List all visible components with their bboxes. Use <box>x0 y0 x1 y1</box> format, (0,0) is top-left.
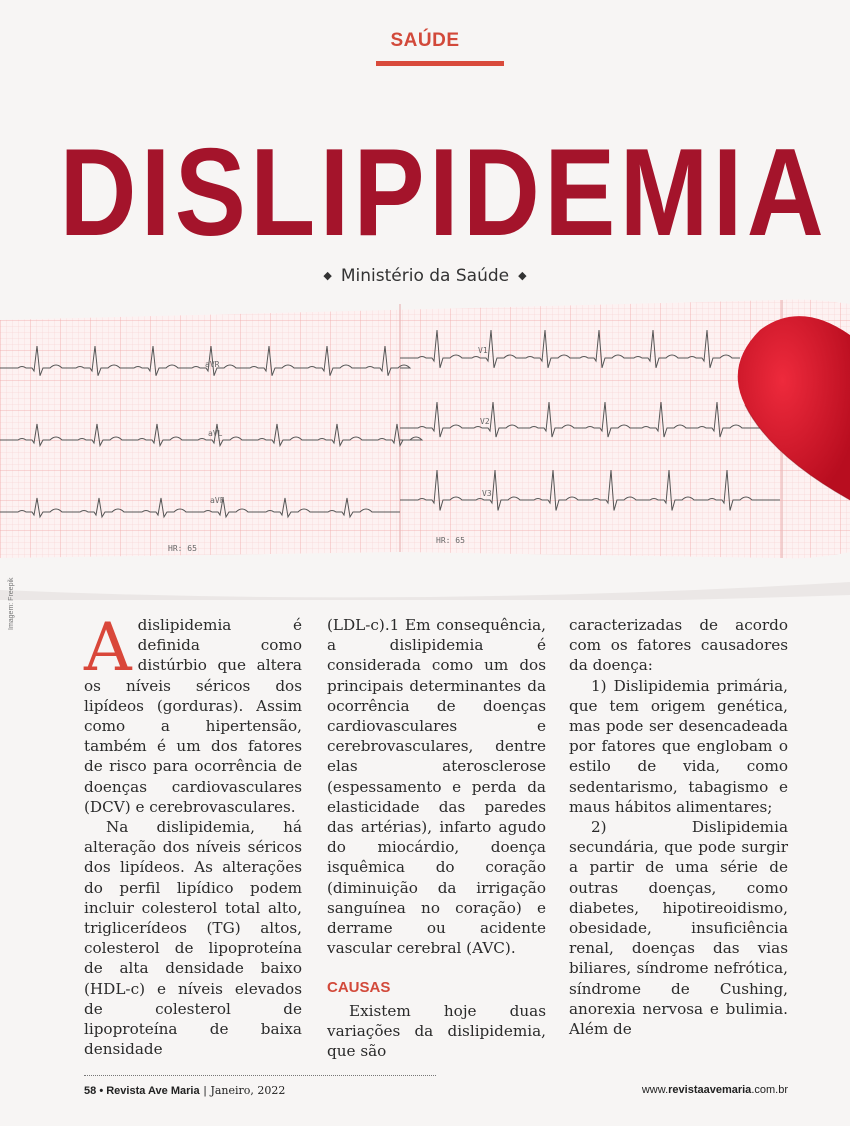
ecg-lead-label: V3 <box>482 489 492 498</box>
footer-page-info: 58 • Revista Ave Maria | Janeiro, 2022 <box>84 1084 286 1097</box>
article-column-1 <box>84 609 302 1059</box>
article-title: DISLIPIDEMIA <box>59 124 829 262</box>
ecg-lead-label: aVL <box>208 429 223 438</box>
image-credit: Imagem: Freepik <box>8 577 15 630</box>
paragraph: caracterizadas de acordo com os fatores causadores da doença: <box>569 616 788 675</box>
diamond-icon: ◆ <box>323 269 332 282</box>
ecg-hr-label: HR: 65 <box>436 536 465 545</box>
paragraph: Existem hoje duas variações da dislipidemia, que são <box>327 1001 546 1061</box>
website-link[interactable]: www.revistaavemaria.com.br <box>641 1084 788 1096</box>
ecg-lead-label: aVR <box>205 360 220 369</box>
article-column-3 <box>569 615 788 1039</box>
paragraph: 2) Dislipidemia secundária, que pode surgir a partir de uma série de outras doenças, como diabetes, hipotireoidismo, obesidade, insuficiência renal, doenças das vias biliares, síndrome nefrótica, síndrome de Cushing, anorexia nervosa e bulimia. Além de <box>569 818 788 1039</box>
lead-paragraph: Adislipidemia é definida como distúrbio que altera os níveis séricos dos lipídeos (gorduras). Assim como a hipertensão, também é um dos fatores de risco para ocorrência de doenças cardiovasculares (DCV) e cerebrovasculares. <box>84 609 302 816</box>
diamond-icon: ◆ <box>518 269 527 282</box>
page-number: 58 <box>84 1085 97 1097</box>
ecg-hr-label: HR: 65 <box>168 544 197 553</box>
section-underline <box>376 61 504 66</box>
ecg-lead-label: V2 <box>480 417 490 426</box>
drop-cap: A <box>84 609 132 686</box>
byline <box>0 266 850 286</box>
paragraph: 1) Dislipidemia primária, que tem origem genética, mas pode ser desencadeada por fatores que englobam o estilo de vida, como sedentarismo, tabagismo e maus hábitos alimentares; <box>569 676 788 816</box>
article-column-2 <box>327 615 546 1061</box>
section-tag: SAÚDE <box>390 30 460 51</box>
ecg-lead-label: V1 <box>478 346 488 355</box>
issue-date: Janeiro, 2022 <box>210 1084 286 1097</box>
ecg-lead-label: aVF <box>210 496 225 505</box>
ecg-paper-image <box>0 290 850 600</box>
byline-author: Ministério da Saúde <box>340 266 510 286</box>
footer-divider <box>84 1075 436 1076</box>
paragraph: Na dislipidemia, há alteração dos níveis séricos dos lipídeos. As alterações do perfil lipídico podem incluir colesterol total alto, triglicerídeos (TG) altos, colesterol de lipoproteína de alta densidade baixo (HDL-c) e níveis elevados de colesterol de lipoproteína de baixa densidade <box>84 818 302 1059</box>
paragraph: (LDL-c).1 Em consequência, a dislipidemia é considerada como um dos principais determinantes da ocorrência de doenças cardiovasculares e cerebrovasculares, dentre elas aterosclerose (espessamento e perda da elasticidade das paredes das artérias), infarto agudo do miocárdio, doença isquêmica do coração (diminuição da irrigação sanguínea no coração) e derrame ou acidente vascular cerebral (AVC). <box>327 616 546 958</box>
magazine-name: Revista Ave Maria <box>106 1085 200 1097</box>
section-heading: CAUSAS <box>327 979 391 997</box>
